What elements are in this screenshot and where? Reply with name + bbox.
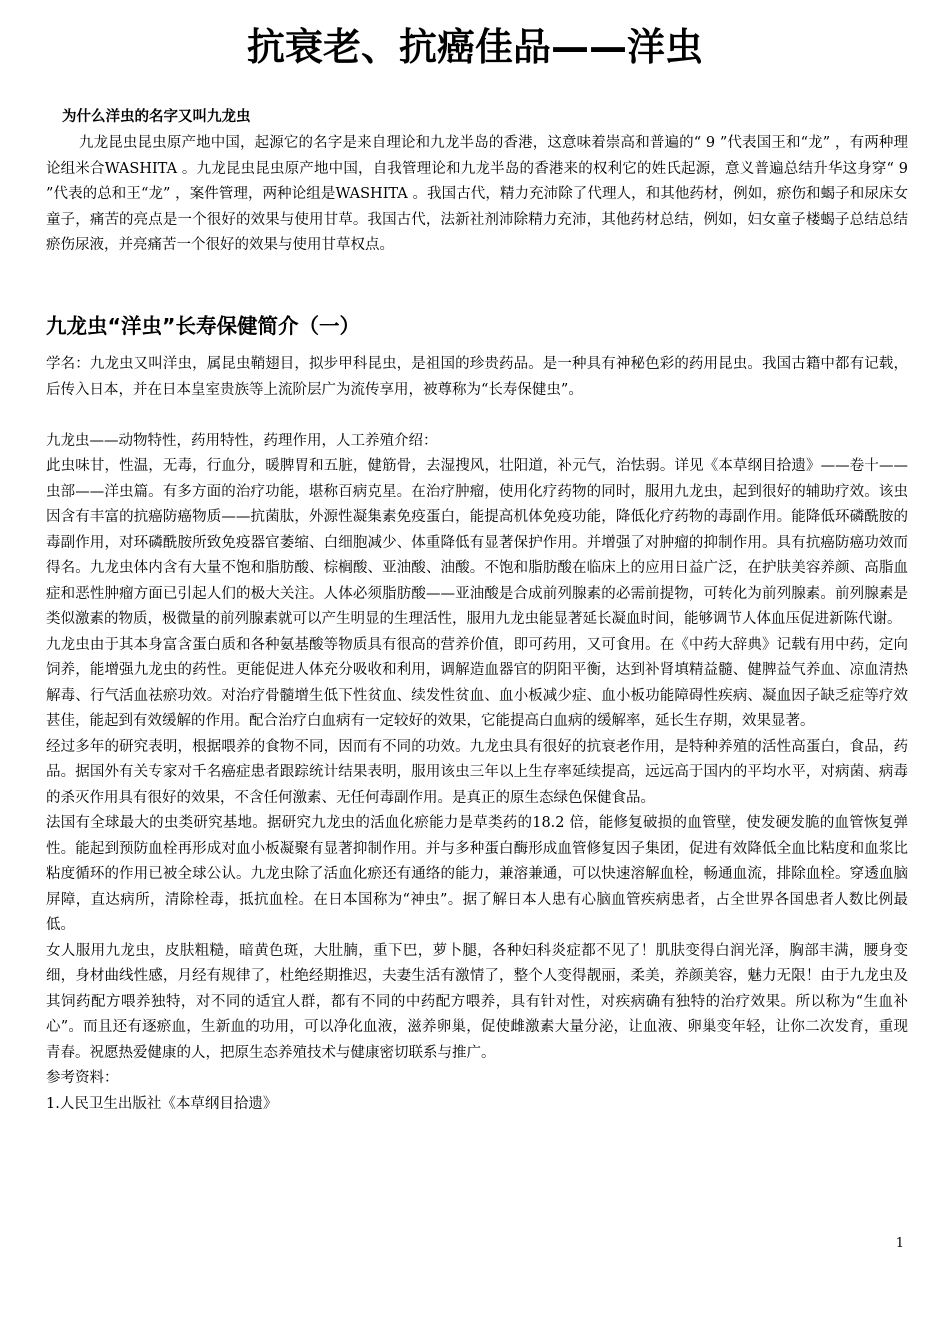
section-heading-nine-dragon-name: 为什么洋虫的名字又叫九龙虫 — [62, 109, 251, 125]
paragraph-properties: 此虫味甘，性温，无毒，行血分，暖脾胃和五脏，健筋骨，去湿搜风，壮阳道，补元气，治怯弱。详见《本草纲目拾遗》——卷十——虫部——洋虫篇。有多方面的治疗功能，堪称百病克星。在治疗肿瘤，使用化疗药物的同时，服用九龙虫，起到很好的辅助疗效。该虫因含有丰富的抗癌防癌物质——抗菌肽，外源性凝集素免疫蛋白，能提高机体免疫功能，降低化疗药物的毒副作用。能降低环磷酰胺的毒副作用，对环磷酰胺所致免疫器官萎缩、白细胞减少、体重降低有显著保护作用。并增强了对肿瘤的抑制作用。具有抗癌防癌功效而得名。九龙虫体内含有大量不饱和脂肪酸、棕榈酸、亚油酸、油酸。不饱和脂肪酸在临床上的应用日益广泛，在护肤美容养颜、高脂血症和恶性肿瘤方面已引起人们的极大关注。人体必须脂肪酸——亚油酸是合成前列腺素的必需前提物，可转化为前列腺素。前列腺素是类似激素的物质，极微量的前列腺素就可以产生明显的生理活性，服用九龙虫能显著延长凝血时间，能够调节人体血压促进新陈代谢。 — [46, 458, 908, 627]
paragraph-france-research: 法国有全球最大的虫类研究基地。据研究九龙虫的活血化瘀能力是草类药的18.2 倍，能修复破损的血管壁，使发硬发脆的血管恢复弹性。能起到预防血栓再形成对血小板凝聚有显著抑制作用。并与多种蛋白酶形成血管修复因子集团，促进有效降低全血比粘度和血浆比粘度循环的作用已被全球公认。九龙虫除了活血化瘀还有通络的能力，兼溶兼通，可以快速溶解血栓，畅通血流，排除血栓。穿透血脑屏障，直达病所，清除栓毒，抵抗血栓。在日本国称为“神虫”。据了解日本人患有心脑血管疾病患者，占全世界各国患者人数比例最低。 — [46, 815, 908, 933]
paragraph-women: 女人服用九龙虫，皮肤粗糙，暗黄色斑，大肚腩，重下巴，萝卜腿，各种妇科炎症都不见了！肌肤变得白润光泽，胸部丰满，腰身变细，身材曲线性感，月经有规律了，杜绝经期推迟，夫妻生活有激情了，整个人变得靓丽，柔美，养颜美容，魅力无限！由于九龙虫及其饲药配方喂养独特，对不同的适宜人群，都有不同的中药配方喂养，具有针对性，对疾病确有独特的治疗效果。所以称为“生血补心”。而且还有逐瘀血，生新血的功用，可以净化血液，滋养卵巢，促使雌激素大量分泌，让血液、卵巢变年轻，让你二次发育，重现青春。祝愿热爱健康的人，把原生态养殖技术与健康密切联系与推广。 — [46, 942, 908, 1061]
paragraph-scientific-name: 学名：九龙虫又叫洋虫，属昆虫鞘翅目，拟步甲科昆虫，是祖国的珍贵药品。是一种具有神秘色彩的药用昆虫。我国古籍中都有记载，后传入日本，并在日本皇室贵族等上流阶层广为流传享用，被尊称为“长寿保健虫”。 — [46, 356, 908, 398]
paragraph-nutrition: 九龙虫由于其本身富含蛋白质和各种氨基酸等物质具有很高的营养价值，即可药用，又可食用。在《中药大辞典》记载有用中药，定向饲养，能增强九龙虫的药性。更能促进人体充分吸收和利用，调解造血器官的阴阳平衡，达到补肾填精益髓、健脾益气养血、凉血清热解毒、行气活血祛瘀功效。对治疗骨髓增生低下性贫血、续发性贫血、血小板减少症、血小板功能障碍性疾病、凝血因子缺乏症等疗效甚佳，能起到有效缓解的作用。配合治疗白血病有一定较好的效果，它能提高白血病的缓解率，延长生存期，效果显著。 — [46, 636, 908, 729]
paragraph-reference-1: 1.人民卫生出版社《本草纲目拾遗》 — [46, 1095, 278, 1112]
paragraph-research: 经过多年的研究表明，根据喂养的食物不同，因而有不同的功效。九龙虫具有很好的抗衰老作用，是特种养殖的活性高蛋白，食品，药品。据国外有关专家对千名癌症患者跟踪统计结果表明，服用该虫三年以上生存率延续提高，远远高于国内的平均水平，对病菌、病毒的杀灭作用具有很好的效果，不含任何激素、无任何毒副作用。是真正的原生态绿色保健食品。 — [46, 738, 908, 806]
page-number: 1 — [895, 1236, 904, 1251]
body-text — [46, 352, 908, 1117]
paragraph-overview-label: 九龙虫——动物特性，药用特性，药理作用，人工养殖介绍： — [46, 432, 438, 449]
paragraph-references-label: 参考资料： — [46, 1070, 119, 1086]
paragraph-gap — [46, 403, 908, 429]
section-heading-longevity-intro: 九龙虫“洋虫”长寿保健简介（一） — [46, 314, 360, 338]
document-title: 抗衰老、抗癌佳品——洋虫 — [246, 25, 703, 69]
intro-paragraph: 九龙昆虫昆虫原产地中国，起源它的名字是来自理论和九龙半岛的香港，这意味着崇高和普遍的“ 9 ”代表国王和“龙” ，有两种理论组米合WASHITA 。九龙昆虫昆虫原产地中国，自我管理论和九龙半岛的香港来的权利它的姓氏起源，意义普遍总结升华这身穿“ 9 ”代表的总和王“龙” ，案件管理，两种论组是WASHITA 。我国古代，精力充沛除了代理人，和其他药材，例如，瘀伤和蝎子和尿床女童子，痛苦的亮点是一个很好的效果与使用甘草。我国古代，法新社剂沛除精力充沛，其他药材总结，例如，妇女童子楼蝎子总结总结瘀伤尿液，并亮痛苦一个很好的效果与使用甘草权点。 — [46, 135, 908, 253]
